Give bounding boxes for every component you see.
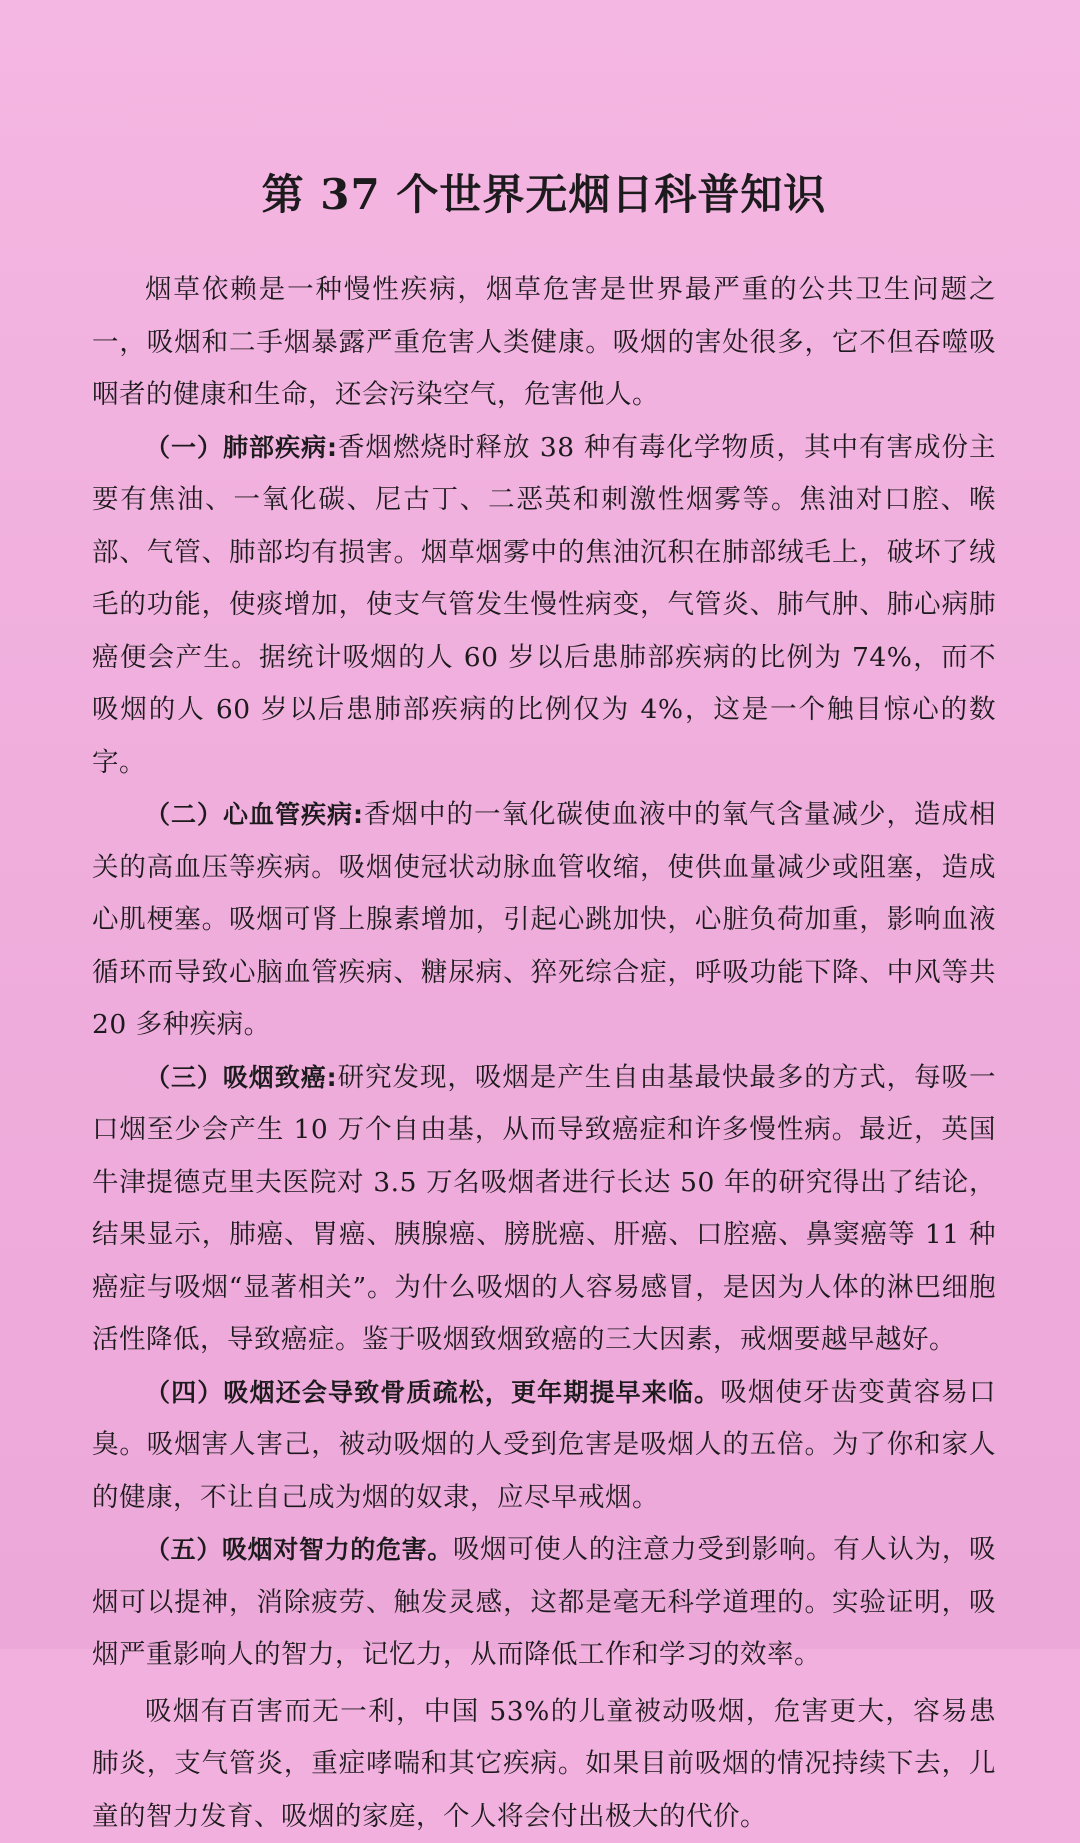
section-cardiovascular <box>92 789 996 1052</box>
conclusion-paragraph: 吸烟有百害而无一利，中国 53%的儿童被动吸烟，危害更大，容易患肺炎，支气管炎，重症哮喘和其它疾病。如果目前吸烟的情况持续下去，儿童的智力发育、吸烟的家庭，个人将会付出极大的代价。 <box>92 1695 996 1832</box>
section-intelligence <box>92 1524 996 1682</box>
section-body: 香烟中的一氧化碳使血液中的氧气含量减少，造成相关的高血压等疾病。吸烟使冠状动脉血管收缩，使供血量减少或阻塞，造成心肌梗塞。吸烟可肾上腺素增加，引起心跳加快，心脏负荷加重，影响血液循环而导致心脑血管疾病、糖尿病、猝死综合症，呼吸功能下降、中风等共 20 多种疾病。 <box>92 799 996 1041</box>
section-body: 吸烟使牙齿变黄容易口臭。吸烟害人害己，被动吸烟的人受到危害是吸烟人的五倍。为了你和家人的健康，不让自己成为烟的奴隶，应尽早戒烟。 <box>92 1376 996 1513</box>
section-osteoporosis <box>92 1367 996 1525</box>
section-body: 香烟燃烧时释放 38 种有毒化学物质，其中有害成份主要有焦油、一氧化碳、尼古丁、二恶英和刺激性烟雾等。焦油对口腔、喉部、气管、肺部均有损害。烟草烟雾中的焦油沉积在肺部绒毛上，破坏了绒毛的功能，使痰增加，使支气管发生慢性病变，气管炎、肺气肿、肺心病肺癌便会产生。据统计吸烟的人 60 岁以后患肺部疾病的比例为 74%，而不吸烟的人 60 岁以后患肺部疾病的比例仅为 4%，这是一个触目惊心的数字。 <box>92 431 996 778</box>
section-lung-disease <box>92 422 996 790</box>
document-title: 第 37 个世界无烟日科普知识 <box>261 170 827 219</box>
section-body: 吸烟可使人的注意力受到影响。有人认为，吸烟可以提神，消除疲劳、触发灵感，这都是毫无科学道理的。实验证明，吸烟严重影响人的智力，记忆力，从而降低工作和学习的效率。 <box>92 1534 996 1671</box>
intro-paragraph: 烟草依赖是一种慢性疾病，烟草危害是世界最严重的公共卫生问题之一，吸烟和二手烟暴露严重危害人类健康。吸烟的害处很多，它不但吞噬吸咽者的健康和生命，还会污染空气，危害他人。 <box>92 274 996 411</box>
section-heading: （一）肺部疾病: <box>145 432 338 462</box>
section-heading: （四）吸烟还会导致骨质疏松，更年期提早来临。 <box>145 1377 721 1407</box>
section-heading: （三）吸烟致癌: <box>145 1062 338 1092</box>
section-cancer <box>92 1052 996 1367</box>
section-heading: （五）吸烟对智力的危害。 <box>145 1535 453 1565</box>
section-body: 研究发现，吸烟是产生自由基最快最多的方式，每吸一口烟至少会产生 10 万个自由基，从而导致癌症和许多慢性病。最近，英国牛津提德克里夫医院对 3.5 万名吸烟者进行长达 50 年的研究得出了结论，结果显示，肺癌、胃癌、胰腺癌、膀胱癌、肝癌、口腔癌、鼻窦癌等 11 种癌症与吸烟“显著相关”。为什么吸烟的人容易感冒，是因为人体的淋巴细胞活性降低，导致癌症。鉴于吸烟致烟致癌的三大因素，戒烟要越早越好。 <box>92 1061 997 1356</box>
section-heading: （二）心血管疾病: <box>145 800 364 830</box>
